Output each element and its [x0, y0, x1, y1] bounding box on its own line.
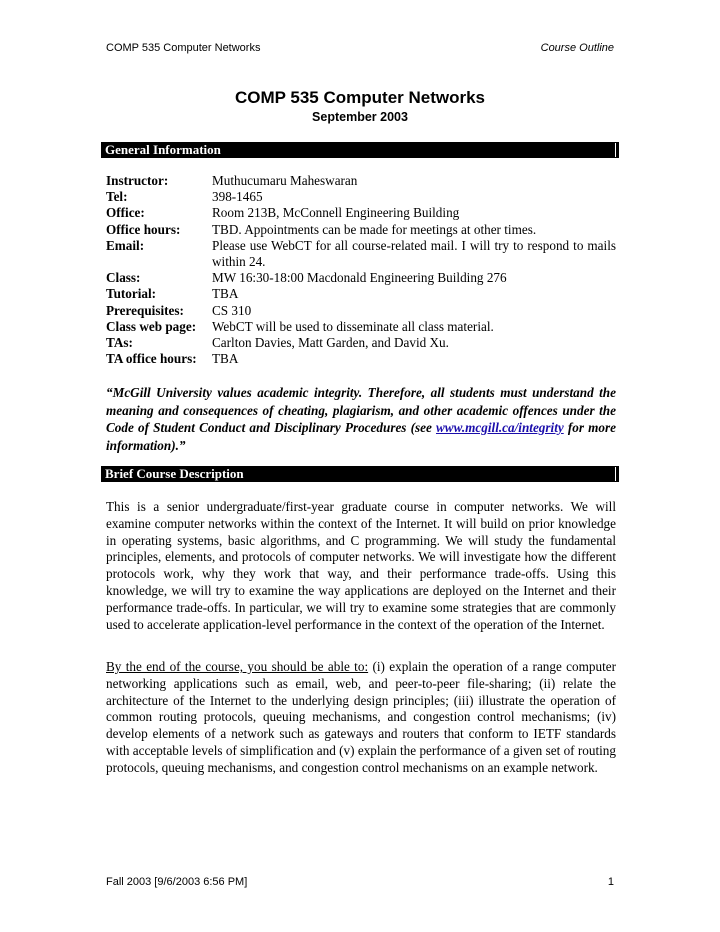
- info-value: Carlton Davies, Matt Garden, and David Xu.: [212, 335, 449, 351]
- info-value: TBA: [212, 286, 239, 302]
- section-header-brief: Brief Course Description: [101, 466, 619, 482]
- integrity-text-end: for more information).”: [106, 420, 616, 453]
- info-row-class-web-page: [106, 319, 616, 335]
- info-label: TAs:: [106, 335, 133, 351]
- info-label: Class web page:: [106, 318, 197, 334]
- learning-outcomes: [106, 659, 616, 777]
- info-value: WebCT will be used to disseminate all class material.: [212, 318, 494, 334]
- integrity-link[interactable]: www.mcgill.ca/integrity: [435, 420, 564, 435]
- info-label: Office:: [106, 205, 145, 221]
- info-row-office: [106, 205, 616, 221]
- info-value: Room 213B, McConnell Engineering Building: [212, 205, 460, 221]
- page-footer: [106, 876, 614, 888]
- info-value: Please use WebCT for all course-related mail. I will try to respond to mails within 24.: [212, 237, 616, 270]
- course-description: This is a senior undergraduate/first-year graduate course in computer networks. We will examine computer networks within the context of the Internet. It will build on prior knowledge in operating systems, basic algorithms, and C programming. We will study the fundamental principles, elements, and protocols of computer networks. We will investigate how the different protocols work, why they work that way, and their performance trade-offs. Using this knowledge, we will try to examine the way applications are deployed on the Internet and their performance trade-offs. In particular, we will try to examine some strategies that are commonly used to accelerate application-level performance in the context of the operation of the Internet.: [106, 499, 616, 632]
- outcomes-text: (i) explain the operation of a range computer networking applications such as email, web, and peer-to-peer file-sharing; (ii) relate the architecture of the Internet to the underlying design principles; (iii) illustrate the operation of common routing protocols, queuing mechanisms, and congestion control mechanisms; (iv) develop elements of a network such as gateways and routers that conform to IETF standards with acceptable levels of simplification and (v) explain the performance of a given set of routing protocols, queuing mechanisms, and congestion control mechanisms on an example network.: [106, 659, 616, 775]
- info-row-ta-office-hours: [106, 351, 616, 367]
- footer-date: Fall 2003 [9/6/2003 6:56 PM]: [106, 876, 248, 888]
- info-value: TBA: [212, 351, 239, 367]
- info-label: Prerequisites:: [106, 302, 184, 318]
- section-header-general: General Information: [101, 142, 619, 158]
- info-label: Tel:: [106, 189, 128, 205]
- info-label: TA office hours:: [106, 351, 197, 367]
- info-label: Class:: [106, 270, 141, 286]
- info-value: CS 310: [212, 302, 252, 318]
- info-label: Office hours:: [106, 221, 181, 237]
- info-label: Tutorial:: [106, 286, 157, 302]
- info-value: Muthucumaru Maheswaran: [212, 173, 358, 188]
- outcomes-lead: By the end of the course, you should be able to:: [106, 659, 369, 674]
- info-row-instructor: [106, 173, 616, 189]
- info-value: 398-1465: [212, 189, 263, 205]
- info-row-tas: [106, 335, 616, 351]
- info-row-office-hours: [106, 222, 616, 238]
- header-course: COMP 535 Computer Networks: [106, 42, 261, 54]
- document-title: COMP 535 Computer Networks: [234, 88, 486, 107]
- page-header: [106, 42, 614, 54]
- info-row-tel: [106, 189, 616, 205]
- info-row-email: [106, 238, 616, 270]
- info-row-prerequisites: [106, 303, 616, 319]
- info-row-class: [106, 270, 616, 286]
- info-row-tutorial: [106, 286, 616, 302]
- info-label: Instructor:: [106, 173, 169, 188]
- info-label: Email:: [106, 237, 145, 253]
- header-doc-type: Course Outline: [540, 42, 614, 54]
- integrity-text-start: “McGill University values academic integrity. Therefore, all students must understand the meaning and consequences of cheating, plagiarism, and other academic offences under the Code of Student Conduct and Disciplinary Procedures (see: [106, 385, 616, 435]
- integrity-statement: [106, 384, 616, 454]
- page-number: 1: [607, 876, 614, 888]
- general-info-list: [106, 173, 616, 367]
- document-subtitle: September 2003: [312, 110, 408, 124]
- info-value: MW 16:30-18:00 Macdonald Engineering Building 276: [212, 270, 507, 286]
- info-value: TBD. Appointments can be made for meetings at other times.: [212, 221, 537, 237]
